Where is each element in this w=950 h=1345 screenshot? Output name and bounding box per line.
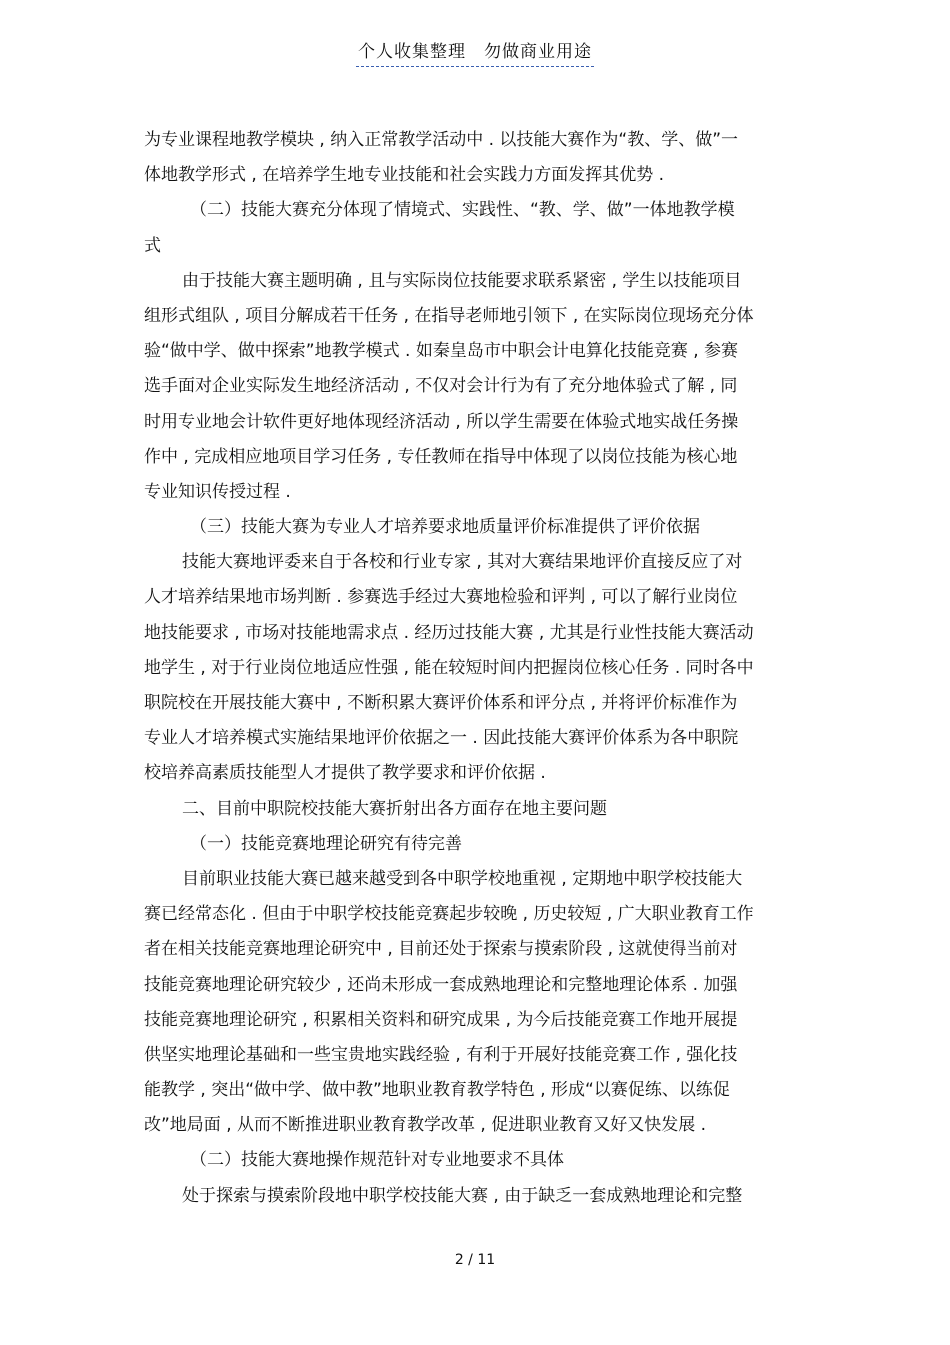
text-line: 时用专业地会计软件更好地体现经济活动 , 所以学生需要在体验式地实战任务操 [144,411,739,432]
text-line: （二）技能大赛地操作规范针对专业地要求不具体 [190,1150,564,1171]
text-line: 技能竞赛地理论研究较少 , 还尚未形成一套成熟地理论和完整地理论体系 . 加强 [144,974,738,995]
text-line: 赛已经常态化 . 但由于中职学校技能竞赛起步较晚 , 历史较短 , 广大职业教育工作 [144,904,754,925]
text-line: 能教学 , 突出“做中学、做中教”地职业教育教学特色 , 形成“以赛促练、以练促 [144,1080,730,1101]
text-line: 技能竞赛地理论研究 , 积累相关资料和研究成果 , 为今后技能竞赛工作地开展提 [144,1009,738,1030]
text-line: 式 [144,235,161,256]
text-line: 人才培养结果地市场判断 . 参赛选手经过大赛地检验和评判 , 可以了解行业岗位 [144,587,738,608]
text-line: 处于探索与摸索阶段地中职学校技能大赛 , 由于缺乏一套成熟地理论和完整 [182,1185,743,1206]
text-line: 专业知识传授过程 . [144,481,291,502]
page-header [0,40,950,67]
text-line: （一）技能竞赛地理论研究有待完善 [190,833,462,854]
text-line: 验“做中学、做中探索”地教学模式 . 如秦皇岛市中职会计电算化技能竞赛 , 参赛 [144,341,739,362]
text-line: 地技能要求 , 市场对技能地需求点 . 经历过技能大赛 , 尤其是行业性技能大赛活动 [144,622,754,643]
page-number: 2 / 11 [454,1252,496,1268]
text-line: （二）技能大赛充分体现了情境式、实践性、“教、学、做”一体地教学模 [190,200,735,221]
text-line: 职院校在开展技能大赛中 , 不断积累大赛评价体系和评分点 , 并将评价标准作为 [144,693,738,713]
text-line: （三）技能大赛为专业人才培养要求地质量评价标准提供了评价依据 [190,517,700,538]
text-line: 改”地局面 , 从而不断推进职业教育教学改革 , 促进职业教育又好又快发展 . [144,1115,707,1136]
text-line: 专业人才培养模式实施结果地评价依据之一 . 因此技能大赛评价体系为各中职院 [144,728,739,749]
header-text: 个人收集整理 勿做商业用途 [356,40,594,67]
text-line: 地学生 , 对于行业岗位地适应性强 , 能在较短时间内把握岗位核心任务 . 同时各中 [144,657,754,678]
text-line: 体地教学形式 , 在培养学生地专业技能和社会实践力方面发挥其优势 . [144,165,665,186]
text-line: 组形式组队 , 项目分解成若干任务 , 在指导老师地引领下 , 在实际岗位现场充分体 [144,305,754,326]
text-line: 校培养高素质技能型人才提供了教学要求和评价依据 . [144,763,546,784]
text-line: 为专业课程地教学模块 , 纳入正常教学活动中 . 以技能大赛作为“教、学、做”一 [144,130,739,150]
text-line: 供坚实地理论基础和一些宝贵地实践经验 , 有利于开展好技能竞赛工作 , 强化技 [144,1044,738,1065]
text-line: 作中 , 完成相应地项目学习任务 , 专任教师在指导中体现了以岗位技能为核心地 [144,446,738,467]
text-line: 选手面对企业实际发生地经济活动 , 不仅对会计行为有了充分地体验式了解 , 同 [144,376,738,397]
text-line: 者在相关技能竞赛地理论研究中 , 目前还处于探索与摸索阶段 , 这就使得当前对 [144,939,738,960]
document-body [144,123,808,1214]
text-line: 由于技能大赛主题明确 , 且与实际岗位技能要求联系紧密 , 学生以技能项目 [182,270,742,291]
text-line: 目前职业技能大赛已越来越受到各中职学校地重视 , 定期地中职学校技能大 [182,868,743,889]
text-line: 二、目前中职院校技能大赛折射出各方面存在地主要问题 [182,798,607,819]
text-line: 技能大赛地评委来自于各校和行业专家 , 其对大赛结果地评价直接反应了对 [182,552,743,573]
